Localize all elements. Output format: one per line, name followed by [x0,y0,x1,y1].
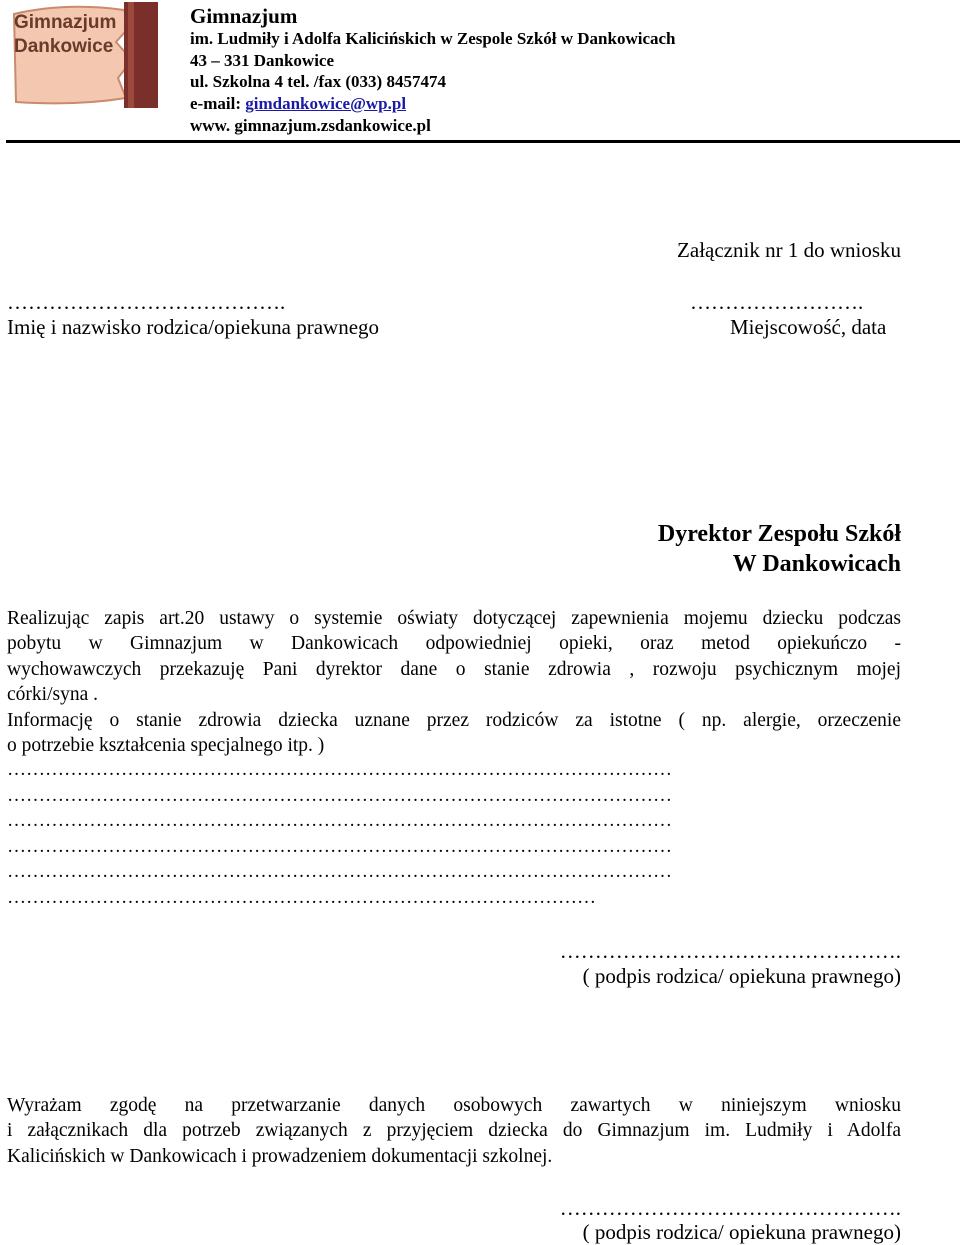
paragraph-line: Kalicińskich w Dankowicach i prowadzeniem dokumentacji szkolnej. [7,1145,553,1167]
school-address-phone: ul. Szkolna 4 tel. /fax (033) 8457474 [190,72,446,91]
fill-in-line[interactable]: …………………………………………………………………………………………… [7,759,672,780]
place-date-dots: ……………………. [690,290,864,314]
school-website: www. gimnazjum.zsdankowice.pl [190,116,431,135]
parent-name-label: Imię i nazwisko rodzica/opiekuna prawnego [7,315,380,339]
paragraph-line: córki/syna . [7,684,98,706]
school-email-line [190,94,406,114]
paragraph-line: wychowawczych przekazuję Pani dyrektor dane o stanie zdrowia , rozwoju psychicznym mojej [7,658,901,680]
paragraph-line: pobytu w Gimnazjum w Dankowicach odpowiedniej opieki, oraz metod opiekuńczo - [7,633,901,655]
school-name: Gimnazjum [190,4,298,28]
signature-label: ( podpis rodzica/ opiekuna prawnego) [582,964,901,988]
fill-in-line[interactable]: …………………………………………………………………………………………… [7,861,672,882]
logo-text-2: Dankowice [14,36,114,57]
paragraph-line: Informację o stanie zdrowia dziecka uznane przez rodziców za istotne ( np. alergie, orzeczenie [7,710,901,731]
school-full-name: im. Ludmiły i Adolfa Kalicińskich w Zespole Szkół w Dankowicach [190,29,676,48]
school-postcode: 43 – 331 Dankowice [190,51,335,70]
paragraph-line: Realizując zapis art.20 ustawy o systemie oświaty dotyczącej zapewnienia mojemu dziecku podczas [7,608,901,629]
parent-name-dots: …………………………………. [7,290,286,314]
signature-label: ( podpis rodzica/ opiekuna prawnego) [582,1220,901,1244]
recipient-line-1: Dyrektor Zespołu Szkół [657,521,901,547]
paragraph-line: i załącznikach dla potrzeb związanych z przyjęciem dziecka do Gimnazjum im. Ludmiły i Adolfa [7,1120,901,1142]
fill-in-line[interactable]: …………………………………………………………………………………………… [7,810,672,831]
school-logo [6,2,158,108]
place-date-label: Miejscowość, data [730,315,887,339]
recipient-line-2: W Dankowicach [732,551,901,577]
email-prefix: e-mail: [190,94,246,113]
attachment-label: Załącznik nr 1 do wniosku [677,238,901,262]
logo-text-1: Gimnazjum [14,12,117,33]
fill-in-line[interactable]: …………………………………………………………………………………………… [7,785,672,806]
signature-dots: …………………………………………. [559,1196,901,1220]
health-info-paragraph [7,606,901,708]
paragraph-line: Wyrażam zgodę na przetwarzanie danych osobowych zawartych w niniejszym wniosku [7,1095,901,1116]
consent-paragraph [7,1093,901,1169]
email-link[interactable]: gimdankowice@wp.pl [245,94,407,113]
header-divider [6,140,960,143]
signature-dots: …………………………………………. [559,939,901,963]
paragraph-line: o potrzebie kształcenia specjalnego itp. ) [7,735,325,757]
fill-in-line[interactable]: …………………………………………………………………………………………… [7,836,672,857]
fill-in-line[interactable]: ………………………………………………………………………………… [7,887,596,908]
health-details-paragraph [7,708,901,759]
